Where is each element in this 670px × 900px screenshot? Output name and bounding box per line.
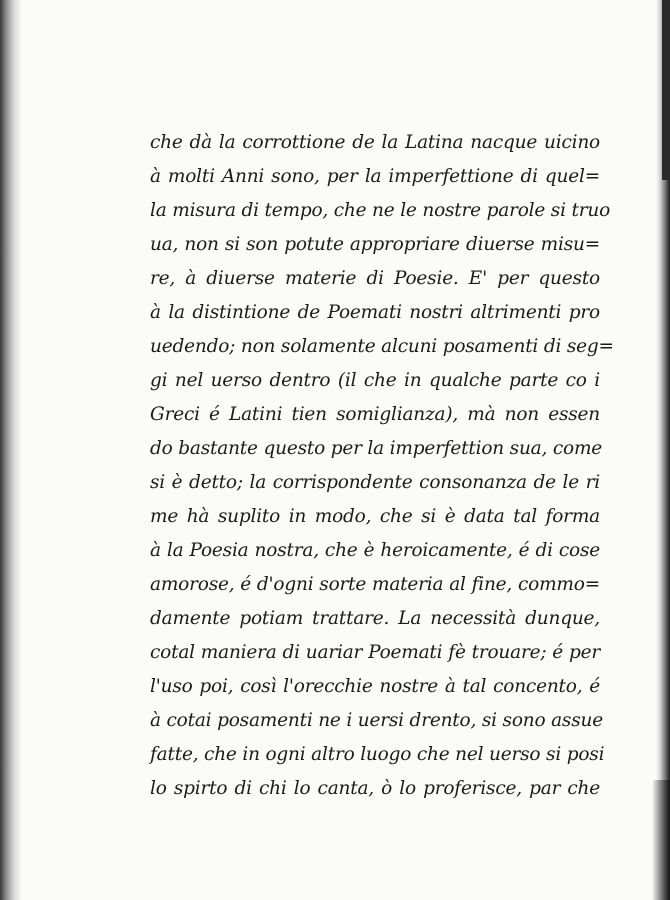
body-text	[150, 126, 614, 806]
text-line: à la distintione de Poemati nostri altrimenti pro	[150, 302, 600, 323]
text-line: gi nel uerso dentro (il che in qualche parte co i	[150, 370, 600, 391]
text-line: à la Poesia nostra, che è heroicamente, é di cose	[150, 540, 600, 561]
text-line: à molti Anni sono, per la imperfettione di quel=	[150, 166, 600, 187]
text-line: à cotai posamenti ne i uersi drento, si sono assue	[150, 710, 603, 731]
text-line: damente potiam trattare. La necessità dunque,	[150, 608, 600, 629]
text-line: lo spirto di chi lo canta, ò lo proferisce, par che	[150, 778, 600, 799]
text-line: amorose, é d'ogni sorte materia al fine, commo=	[150, 574, 600, 595]
text-line: fatte, che in ogni altro luogo che nel uerso si posi	[150, 744, 605, 765]
text-line: l'uso poi, così l'orecchie nostre à tal concento, é	[150, 676, 600, 697]
text-line: Greci é Latini tien somiglianza), mà non essen	[150, 404, 600, 425]
text-line: uedendo; non solamente alcuni posamenti di seg=	[150, 336, 614, 357]
binding-gutter-shadow	[0, 0, 22, 900]
text-line: la misura di tempo, che ne le nostre parole si truo	[150, 200, 611, 221]
text-line: re, à diuerse materie di Poesie. E' per questo	[150, 268, 600, 289]
text-line: si è detto; la corrispondente consonanza de le ri	[150, 472, 600, 493]
text-line: cotal maniera di uariar Poemati fè trouare; é per	[150, 642, 600, 663]
page-corner-shadow	[652, 780, 670, 900]
text-line: che dà la corrottione de la Latina nacque uicino	[150, 132, 600, 153]
text-line: ua, non si son potute appropriare diuerse misu=	[150, 234, 600, 255]
text-line: me hà suplito in modo, che si è data tal forma	[150, 506, 600, 527]
text-line: do bastante questo per la imperfettion sua, come	[150, 438, 603, 459]
page-edge-dark-strip	[662, 0, 670, 180]
